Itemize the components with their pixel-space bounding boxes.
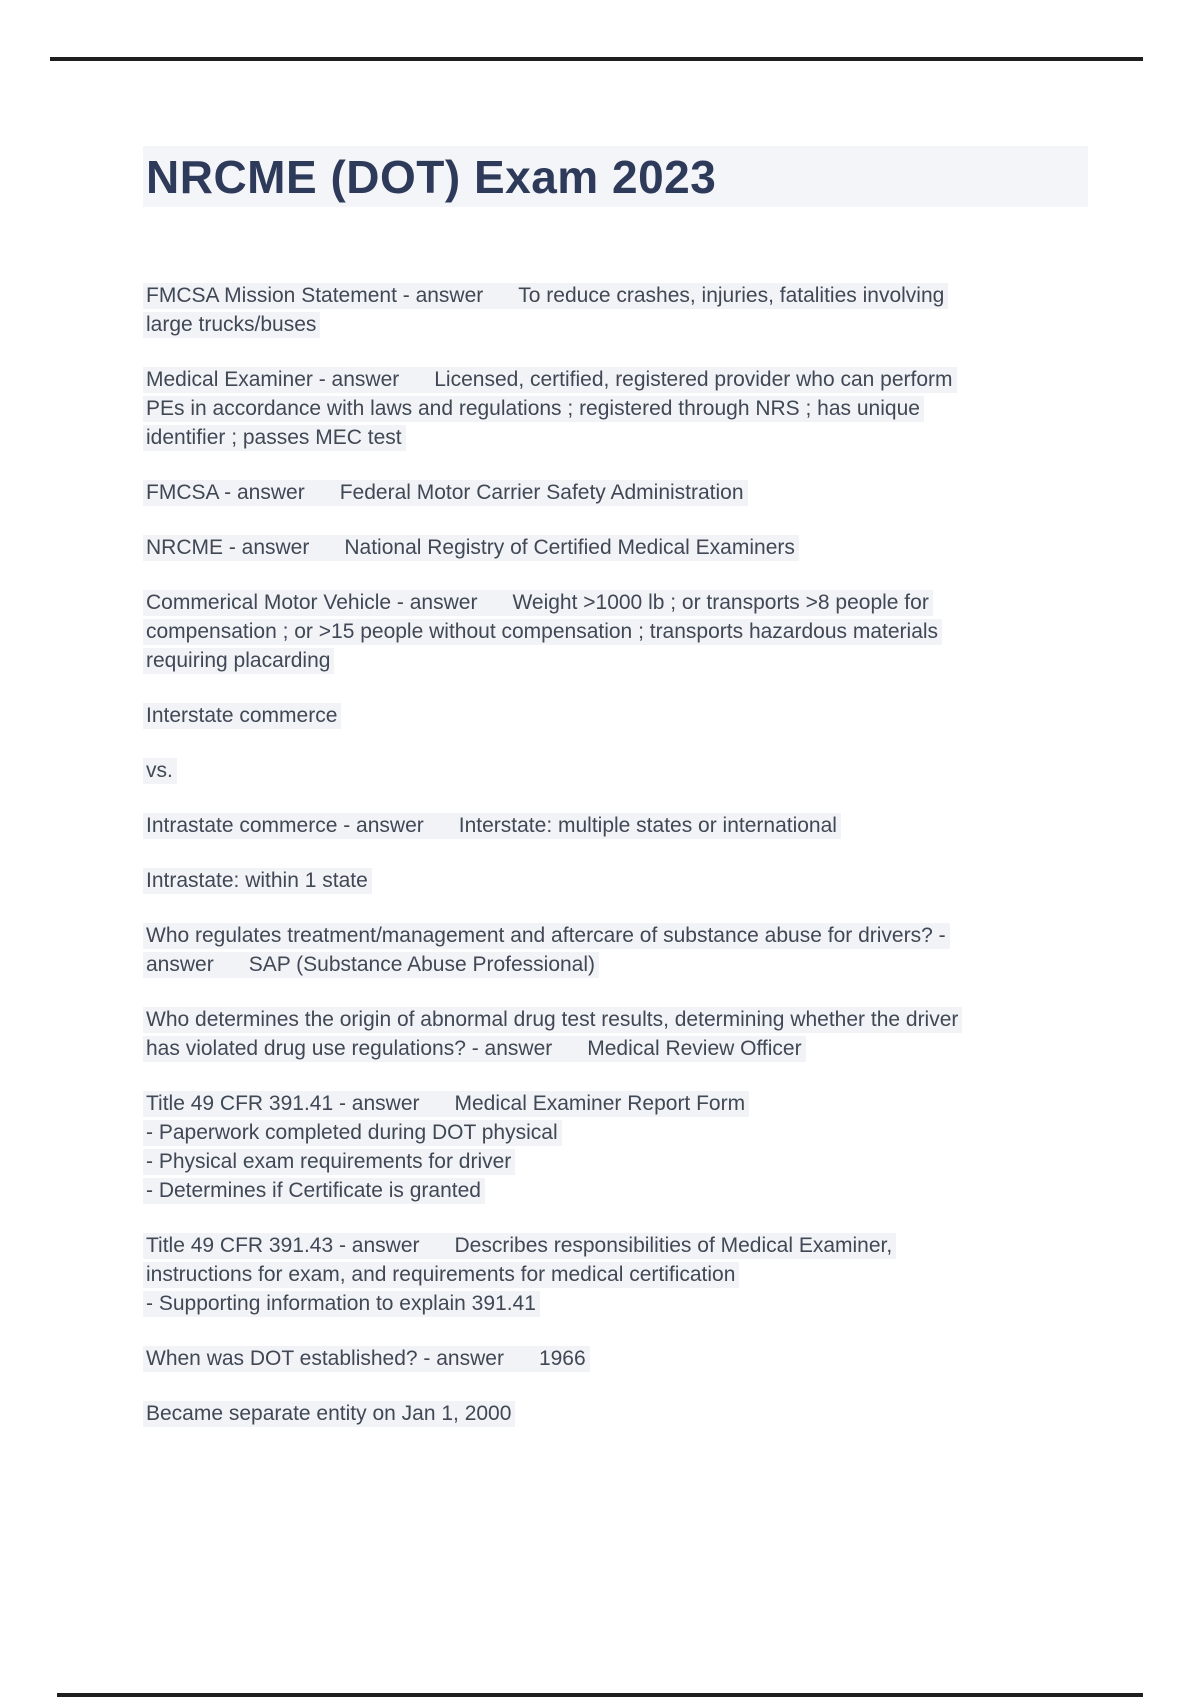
horizontal-rule-bottom xyxy=(57,1693,1143,1697)
qa-paragraph xyxy=(143,1344,1153,1373)
highlighted-text: Title 49 CFR 391.41 - answer Medical Examiner Report Form xyxy=(143,1091,749,1117)
document-body xyxy=(143,281,1153,1454)
paragraph-line xyxy=(143,617,1153,646)
paragraph-line xyxy=(143,310,1153,339)
paragraph-line xyxy=(143,1089,1153,1118)
highlighted-text: - Supporting information to explain 391.41 xyxy=(143,1291,540,1317)
highlighted-text: - Physical exam requirements for driver xyxy=(143,1149,515,1175)
paragraph-line xyxy=(143,1344,1153,1373)
paragraph-line xyxy=(143,1176,1153,1205)
highlighted-text: Intrastate commerce - answer Interstate: multiple states or international xyxy=(143,813,841,839)
qa-paragraph xyxy=(143,701,1153,730)
qa-paragraph xyxy=(143,1231,1153,1318)
qa-paragraph xyxy=(143,866,1153,895)
highlighted-text: Intrastate: within 1 state xyxy=(143,868,372,894)
paragraph-line xyxy=(143,1231,1153,1260)
paragraph-line xyxy=(143,811,1153,840)
highlighted-text: Who regulates treatment/management and aftercare of substance abuse for drivers? - xyxy=(143,923,950,949)
paragraph-line xyxy=(143,646,1153,675)
paragraph-line xyxy=(143,1399,1153,1428)
qa-paragraph xyxy=(143,811,1153,840)
paragraph-line xyxy=(143,950,1153,979)
horizontal-rule-top xyxy=(50,57,1143,61)
highlighted-text: FMCSA - answer Federal Motor Carrier Safety Administration xyxy=(143,480,748,506)
paragraph-line xyxy=(143,365,1153,394)
qa-paragraph xyxy=(143,588,1153,675)
paragraph-line xyxy=(143,921,1153,950)
highlighted-text: identifier ; passes MEC test xyxy=(143,425,406,451)
highlighted-text: Medical Examiner - answer Licensed, certified, registered provider who can perform xyxy=(143,367,957,393)
qa-paragraph xyxy=(143,533,1153,562)
paragraph-line xyxy=(143,478,1153,507)
paragraph-line xyxy=(143,394,1153,423)
paragraph-line xyxy=(143,1260,1153,1289)
highlighted-text: PEs in accordance with laws and regulations ; registered through NRS ; has unique xyxy=(143,396,924,422)
qa-paragraph xyxy=(143,1005,1153,1063)
qa-paragraph xyxy=(143,1089,1153,1205)
qa-paragraph xyxy=(143,478,1153,507)
paragraph-line xyxy=(143,423,1153,452)
highlighted-text: - Determines if Certificate is granted xyxy=(143,1178,485,1204)
highlighted-text: has violated drug use regulations? - answer Medical Review Officer xyxy=(143,1036,806,1062)
highlighted-text: FMCSA Mission Statement - answer To reduce crashes, injuries, fatalities involving xyxy=(143,283,948,309)
qa-paragraph xyxy=(143,921,1153,979)
qa-paragraph xyxy=(143,1399,1153,1428)
highlighted-text: When was DOT established? - answer 1966 xyxy=(143,1346,590,1372)
paragraph-line xyxy=(143,1005,1153,1034)
highlighted-text: Who determines the origin of abnormal drug test results, determining whether the driver xyxy=(143,1007,962,1033)
highlighted-text: Became separate entity on Jan 1, 2000 xyxy=(143,1401,515,1427)
paragraph-line xyxy=(143,1118,1153,1147)
paragraph-line xyxy=(143,701,1153,730)
paragraph-line xyxy=(143,1289,1153,1318)
highlighted-text: instructions for exam, and requirements for medical certification xyxy=(143,1262,739,1288)
highlighted-text: Interstate commerce xyxy=(143,703,341,729)
highlighted-text: Commerical Motor Vehicle - answer Weight >1000 lb ; or transports >8 people for xyxy=(143,590,933,616)
highlighted-text: - Paperwork completed during DOT physical xyxy=(143,1120,562,1146)
paragraph-line xyxy=(143,588,1153,617)
highlighted-text: answer SAP (Substance Abuse Professional) xyxy=(143,952,599,978)
paragraph-line xyxy=(143,1034,1153,1063)
paragraph-line xyxy=(143,533,1153,562)
highlighted-text: compensation ; or >15 people without compensation ; transports hazardous materials xyxy=(143,619,942,645)
qa-paragraph xyxy=(143,365,1153,452)
highlighted-text: Title 49 CFR 391.43 - answer Describes responsibilities of Medical Examiner, xyxy=(143,1233,896,1259)
highlighted-text: NRCME - answer National Registry of Certified Medical Examiners xyxy=(143,535,799,561)
title-highlight-band xyxy=(143,146,1088,207)
highlighted-text: large trucks/buses xyxy=(143,312,320,338)
paragraph-line xyxy=(143,281,1153,310)
qa-paragraph xyxy=(143,756,1153,785)
page-title: NRCME (DOT) Exam 2023 xyxy=(146,150,717,203)
paragraph-line xyxy=(143,1147,1153,1176)
paragraph-line xyxy=(143,756,1153,785)
highlighted-text: requiring placarding xyxy=(143,648,334,674)
paragraph-line xyxy=(143,866,1153,895)
qa-paragraph xyxy=(143,281,1153,339)
highlighted-text: vs. xyxy=(143,758,177,784)
